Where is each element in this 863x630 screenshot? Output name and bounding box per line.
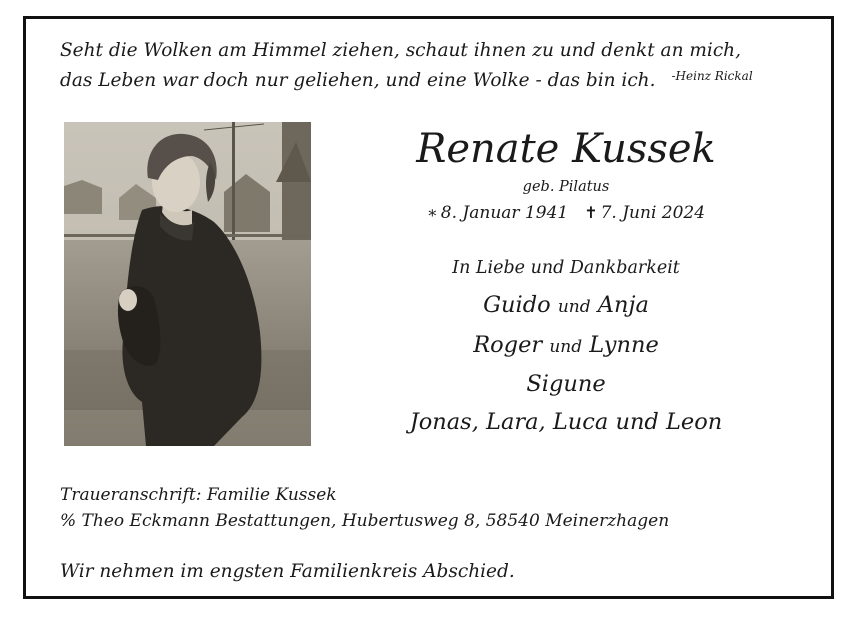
poem-author: -Heinz Rickal bbox=[671, 69, 753, 83]
mourner-name: Anja bbox=[597, 292, 649, 318]
birth-date: 8. Januar 1941 bbox=[440, 203, 569, 223]
poem-line-2 bbox=[60, 66, 753, 97]
mourner-name: Guido bbox=[483, 292, 551, 318]
address-line-1: Traueranschrift: Familie Kussek bbox=[60, 485, 337, 505]
mourner-joiner: und bbox=[557, 297, 591, 317]
mourner-row: Sigune bbox=[526, 371, 606, 397]
mourner-joiner: und bbox=[549, 336, 583, 357]
thanks-line: In Liebe und Dankbarkeit bbox=[452, 258, 680, 278]
mourner-name: Roger bbox=[473, 331, 543, 358]
mourner-row bbox=[380, 287, 752, 327]
mourner-name: Lynne bbox=[589, 331, 659, 358]
birth-name: geb. Pilatus bbox=[522, 179, 610, 195]
address-line-2: % Theo Eckmann Bestattungen, Hubertusweg 8, 58540 Meinerzhagen bbox=[60, 511, 670, 531]
life-dates bbox=[380, 201, 752, 225]
poem-line-1: Seht die Wolken am Himmel ziehen, schaut ihnen zu und denkt an mich, bbox=[60, 40, 741, 61]
mourner-row bbox=[380, 327, 752, 367]
mourning-address bbox=[60, 482, 669, 534]
poem bbox=[60, 36, 753, 97]
poem-line-2-text: das Leben war doch nur geliehen, und eine Wolke - das bin ich. bbox=[60, 70, 656, 91]
mourner-row: Jonas, Lara, Luca und Leon bbox=[409, 408, 723, 435]
portrait-photo bbox=[64, 122, 311, 446]
birth-star-icon: ∗ bbox=[426, 203, 438, 222]
deceased-name: Renate Kussek bbox=[416, 126, 716, 172]
farewell-note: Wir nehmen im engsten Familienkreis Abschied. bbox=[60, 561, 515, 582]
death-cross-icon: ✝ bbox=[584, 203, 598, 222]
mourners-list bbox=[380, 287, 752, 441]
death-date: 7. Juni 2024 bbox=[600, 203, 706, 223]
